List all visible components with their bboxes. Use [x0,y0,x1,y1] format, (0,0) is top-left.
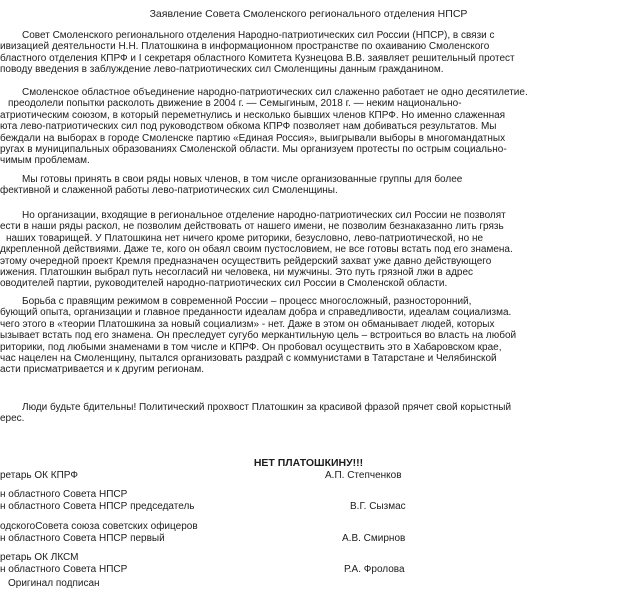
signature-role: н областного Совета НПСР [0,489,128,500]
signature-role: одскогоСовета союза советских офицеров [0,521,198,532]
paragraph-line: ижения. Платошкин выбрал путь несогласий ни человека, ни мужчины. Это путь грязной лжи в адрес [0,267,474,279]
paragraph-line: оводителей партии, руководителей народно-патриотических сил России в Смоленской области. [0,278,448,290]
signature-role: н областного Совета НПСР председатель [0,501,195,512]
paragraph-1 [0,30,612,76]
paragraph-line: бующий опыта, организации и главное преданности идеалам добра и справедливости, идеалам социализма. [0,307,512,319]
paragraph-line: ызывает встать под его знамена. Он преследует сугубо меркантильную цель – встроиться во власть на любой [0,330,517,342]
signature-name: Р.А. Фролова [344,564,405,575]
paragraph-line: беждали на выборах в городе Смоленске партию «Единая Россия», выигрывали выборы в многомандатных [0,132,506,144]
paragraph-5 [0,296,612,376]
signature-role: н областного Совета НПСР [0,564,128,575]
paragraph-line: чимым проблемам. [0,155,90,167]
paragraph-line: атриотическим союзом, в который переметнулись и несколько бывших членов КПРФ. Но именно слаженная [0,109,506,121]
paragraph-line: ерес. [0,413,25,425]
signature-role: н областного Совета НПСР первый [0,533,165,544]
paragraph-line: ругах в муниципальных образованиях Смоленской области. Мы организуем протесты по острым социально- [0,144,507,156]
paragraph-6 [0,402,612,425]
paragraph-line: юта лево-патриотических сил под руководством обкома КПРФ позволяет нам добиваться результатов. Мы [0,121,497,133]
paragraph-line: асти присматривается и к другим регионам. [0,364,205,376]
paragraph-line: ести в наши ряды раскол, не позволим действовать от нашего имени, не позволим безнаказанно лить грязь [0,221,504,233]
signature-role: ретарь ОК КПРФ [0,470,78,481]
paragraph-line: фективной и слаженной работы лево-патриотических сил Смоленщины. [0,185,338,197]
paragraph-line: ивизацией деятельности Н.Н. Платошкина в информационном пространстве по охаиванию Смоленского [0,41,490,53]
document-title: Заявление Совета Смоленского регионального отделения НПСР [149,8,468,20]
signature-role: ретарь ОК ЛКСМ [0,552,79,563]
paragraph-line: риторики, под любыми знаменами в том числе и КПРФ. Он пробовал осуществить это в Хабаровском крае, [0,341,502,353]
paragraph-line: Борьба с правящим режимом в современной России – процесс многосложный, разносторонний, [22,296,472,307]
paragraph-line: чего этого в «теории Платошкина за новый социализм» - нет. Даже в этом он обманывает людей, которых [0,318,495,330]
signature-name: В.Г. Сызмас [350,501,406,512]
paragraph-line: Люди будьте бдительны! Политический прохвост Платошкин за красивой фразой прячет свой корыстный [22,402,512,413]
slogan: НЕТ ПЛАТОШКИНУ!!! [253,457,364,469]
signature-name: А.В. Смирнов [342,533,406,544]
paragraph-3 [0,174,612,197]
paragraph-line: наших товарищей. У Платошкина нет ничего кроме риторики, безусловно, лево-патриотической, но не [6,232,484,244]
paragraph-4 [0,210,612,290]
paragraph-line: этому очередной проект Кремля предназначен осуществить рейдерский захват уже давно действующего [0,255,492,267]
paragraph-line: дкрепленной действиями. Даже те, кого он обаял своим пустословием, не все готовы встать под его знамена. [0,244,513,256]
original-signed-note: Оригинал подписан [8,578,100,589]
paragraph-line: Совет Смоленского регионального отделения Народно-патриотических сил России (НПСР), в связи с [22,30,495,41]
paragraph-2 [0,87,612,167]
paragraph-line: Смоленское областное объединение народно-патриотических сил слаженно работает не одно десятилетие. [22,87,528,98]
paragraph-line: Но организации, входящие в региональное отделение народно-патриотических сил России не позволят [22,210,506,221]
paragraph-line: поводу введения в заблуждение лево-патриотических сил Смоленщины данным гражданином. [0,64,444,76]
paragraph-line: Мы готовы принять в свои ряды новых членов, в том числе организованные группы для более [22,174,463,185]
paragraph-line: бластного отделения КПРФ и I секретаря областного Комитета Кузнецова В.В. заявляет решительный протест [0,52,515,64]
paragraph-line: преодолели попытки расколоть движение в 2004 г. — Семыгиным, 2018 г. — неким национально- [8,98,462,110]
signature-name: А.П. Степченков [325,470,402,481]
paragraph-line: час нацелен на Смоленщину, пытался организовать раздрай с коммунистами в Татарстане и Челябинской [0,353,497,365]
